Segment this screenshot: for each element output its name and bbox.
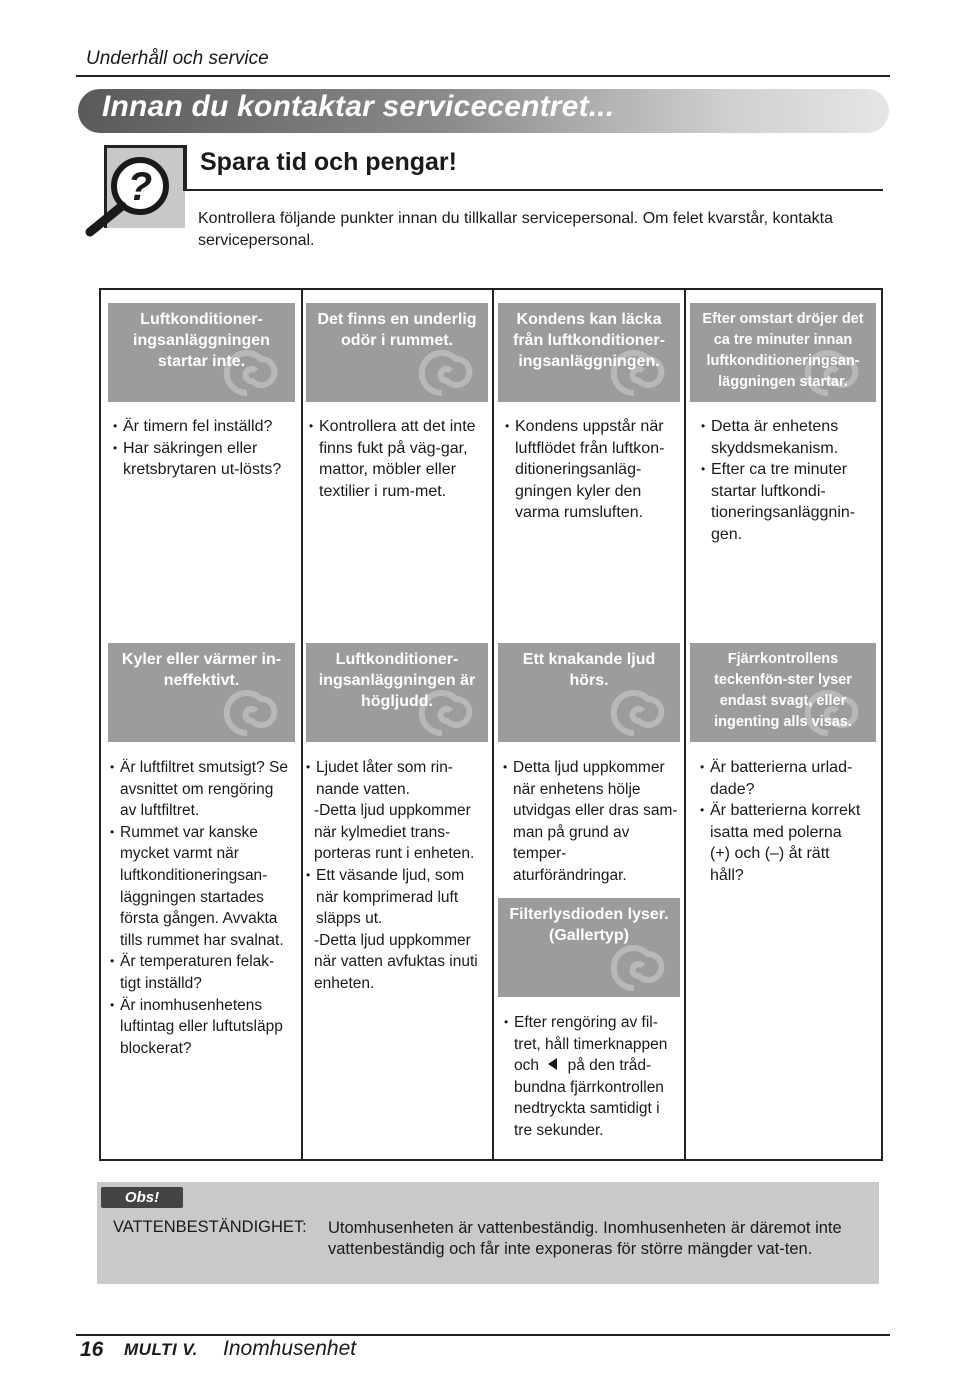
list-item: • Efter ca tre minuter startar luftkondi-tioneringsanläggnin-gen. — [701, 459, 867, 545]
magnifier-question-icon — [82, 150, 182, 240]
card-body — [306, 757, 486, 995]
list-item: • Rummet var kanske mycket varmt när luftkonditioneringsan-läggningen startades första gången. Avvakta tills rummet har svalnat. — [110, 822, 294, 952]
card-header — [306, 643, 488, 742]
list-item: • Är batterierna urlad-dade? — [700, 757, 866, 800]
list-item: • Kontrollera att det inte finns fukt på väg-gar, mattor, möbler eller textilier i rum-met. — [309, 416, 481, 502]
troubleshooting-grid — [99, 288, 883, 1161]
list-item: • Är inomhusenhetens luftintag eller luftutsläpp blockerat? — [110, 995, 294, 1060]
card-header — [498, 643, 680, 742]
list-item-text: på den tråd-bundna fjärrkontrollen nedtryckta samtidigt i tre sekunder. — [514, 1057, 664, 1139]
left-arrow-icon — [546, 1057, 560, 1071]
list-item: • Är temperaturen felak-tigt inställd? — [110, 951, 294, 994]
brand-logo: MULTI V. — [124, 1340, 198, 1359]
card-header — [498, 303, 680, 402]
top-rule — [76, 75, 890, 77]
list-item: • Är timern fel inställd? — [113, 416, 293, 438]
list-item: -Detta ljud uppkommer när vatten avfuktas inuti enheten. — [314, 931, 478, 992]
page-title: Innan du kontaktar servicecentret... — [102, 90, 615, 123]
card-title: Filterlysdioden lyser. (Gallertyp) — [509, 906, 669, 944]
column-divider — [684, 290, 686, 1159]
card-body — [505, 416, 675, 524]
list-item: • Ljudet låter som rin-nande vatten. — [306, 757, 486, 800]
svg-text:?: ? — [127, 165, 153, 209]
page-number: 16 — [80, 1338, 104, 1361]
card-body — [309, 416, 481, 502]
list-item: • Är luftfiltret smutsigt? Se avsnittet om rengöring av luftfiltret. — [110, 757, 294, 822]
list-item: • Detta ljud uppkommer när enhetens hölje utvidgas eller dras sam-man på grund av temper-aturförändringar. — [503, 757, 679, 887]
list-item: • Ett väsande ljud, som när komprimerad luft släpps ut. — [306, 865, 486, 930]
card-title: Det finns en underlig odör i rummet. — [317, 311, 477, 349]
footer-subtitle: Inomhusenhet — [223, 1337, 357, 1360]
card-title: Luftkonditioner-ingsanläggningen startar inte. — [133, 311, 270, 370]
intro-text: Kontrollera följande punkter innan du tillkallar servicepersonal. Om felet kvarstår, kontakta servicepersonal. — [198, 210, 833, 249]
card-title: Ett knakande ljud hörs. — [522, 651, 656, 689]
note-label: VATTENBESTÄNDIGHET: — [113, 1218, 307, 1236]
card-header — [690, 303, 876, 402]
card-title: Luftkonditioner-ingsanläggningen är högljudd. — [318, 651, 476, 710]
card-header — [108, 303, 295, 402]
note-text: Utomhusenheten är vattenbeständig. Inomhusenheten är däremot inte vattenbeständig och får inte exponeras för större mängder vat-ten. — [328, 1219, 842, 1258]
card-header — [306, 303, 488, 402]
column-divider — [301, 290, 303, 1159]
card-header — [690, 643, 876, 742]
list-item: • Är batterierna korrekt isatta med polerna (+) och (–) åt rätt håll? — [700, 800, 866, 886]
card-title: Fjärrkontrollens teckenfön-ster lyser endast svagt, eller ingenting alls visas. — [714, 651, 852, 730]
card-header — [108, 643, 295, 742]
card-body — [700, 757, 866, 887]
list-item — [504, 1012, 674, 1142]
card-body — [504, 1012, 674, 1142]
list-item: • Kondens uppstår när luftflödet från luftkon-ditioneringsanläg-gningen kyler den varma rumsluften. — [505, 416, 675, 524]
column-divider — [492, 290, 494, 1159]
list-item: • Har säkringen eller kretsbrytaren ut-lösts? — [113, 438, 293, 481]
note-tag: Obs! — [101, 1187, 183, 1208]
save-vrule — [183, 145, 187, 191]
bottom-rule — [76, 1334, 890, 1336]
list-item: -Detta ljud uppkommer när kylmediet trans-porteras runt i enheten. — [314, 802, 475, 863]
card-title: Efter omstart dröjer det ca tre minuter innan luftkonditioneringsan-läggningen startar. — [702, 311, 864, 390]
section-label: Underhåll och service — [86, 48, 269, 69]
save-title: Spara tid och pengar! — [200, 148, 457, 176]
card-body — [503, 757, 679, 887]
card-body — [701, 416, 867, 546]
list-item-text: Efter rengöring av fil-tret, håll timerknappen och — [514, 1014, 668, 1075]
save-rule — [183, 189, 883, 191]
card-title: Kyler eller värmer in-neffektivt. — [121, 651, 282, 689]
card-title: Kondens kan läcka från luftkonditioner-ingsanläggningen. — [513, 311, 665, 370]
card-header — [498, 898, 680, 997]
card-body — [113, 416, 293, 481]
card-body — [110, 757, 294, 1059]
list-item: • Detta är enhetens skyddsmekanism. — [701, 416, 867, 459]
